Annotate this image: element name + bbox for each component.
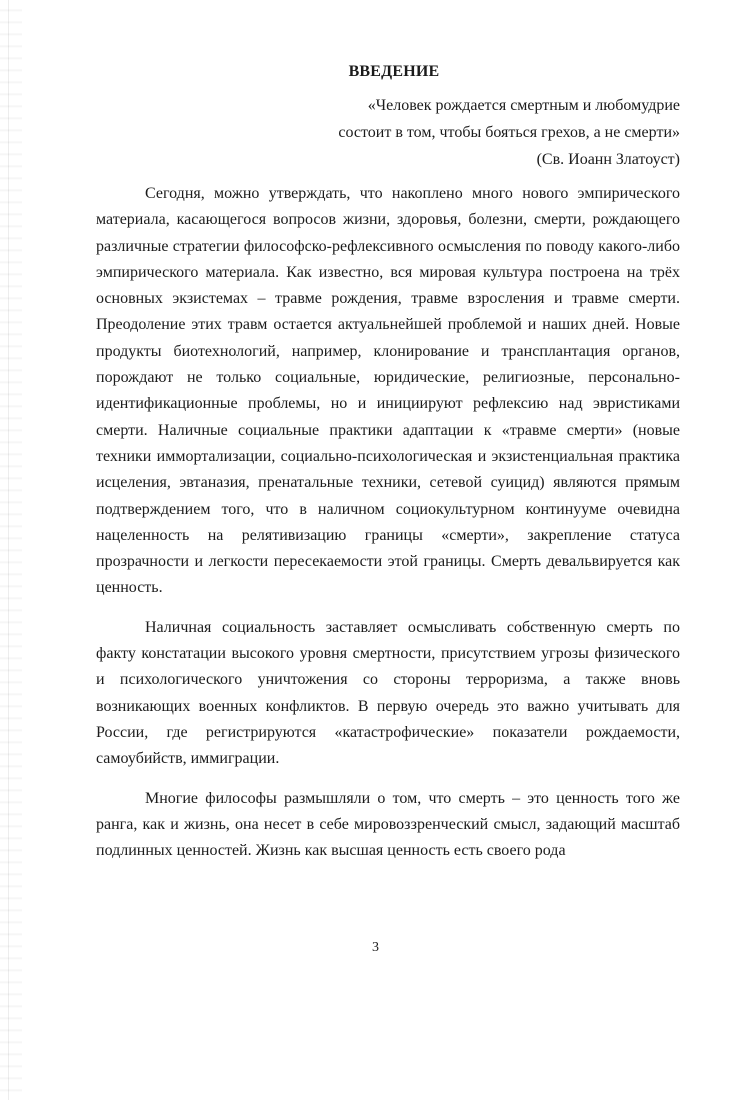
epigraph-line-1: «Человек рождается смертным и любомудрие <box>367 97 680 114</box>
scan-edge-artifact <box>0 0 22 1100</box>
epigraph <box>96 92 680 173</box>
page-content <box>96 60 680 864</box>
page-number: 3 <box>372 940 379 955</box>
body-text <box>96 181 680 864</box>
epigraph-line-2: состоит в том, чтобы бояться грехов, а не смерти» <box>338 124 680 141</box>
paragraph-3: Многие философы размышляли о том, что смерть – это ценность того же ранга, как и жизнь, она несет в себе мировоззренческий смысл, задающий масштаб подлинных ценностей. Жизнь как высшая ценность есть своего рода <box>96 789 680 860</box>
epigraph-author: (Св. Иоанн Златоуст) <box>536 151 680 168</box>
paragraph-2: Наличная социальность заставляет осмысливать собственную смерть по факту констатации высокого уровня смертности, присутствием угрозы физического и психологического уничтожения со стороны терроризма, а также вновь возникающих военных конфликтов. В первую очередь это важно учитывать для России, где регистрируются «катастрофические» показатели рождаемости, самоубийств, иммиграции. <box>96 618 680 768</box>
section-title: ВВЕДЕНИЕ <box>348 63 440 80</box>
paragraph-1: Сегодня, можно утверждать, что накоплено много нового эмпирического материала, касающегося вопросов жизни, здоровья, болезни, смерти, рождающего различные стратегии философско-рефлексивного осмысления по поводу какого-либо эмпирического материала. Как известно, вся мировая культура построена на трёх основных экзистемах – травме рождения, травме взросления и травме смерти. Преодоление этих травм остается актуальнейшей проблемой и наших дней. Новые продукты биотехнологий, например, клонирование и трансплантация органов, порождают не только социальные, юридические, религиозные, персонально-идентификационные проблемы, но и инициируют рефлексию над эвристиками смерти. Наличные социальные практики адаптации к «травме смерти» (новые техники иммортализации, социально-психологическая и экзистенциальная практика исцеления, эвтаназия, пренатальные техники, сетевой суицид) являются прямым подтверждением того, что в наличном социокультурном континууме очевидна нацеленность на релятивизацию границы «смерти», закрепление статуса прозрачности и легкости пересекаемости этой границы. Смерть девальвируется как ценность. <box>96 185 680 597</box>
